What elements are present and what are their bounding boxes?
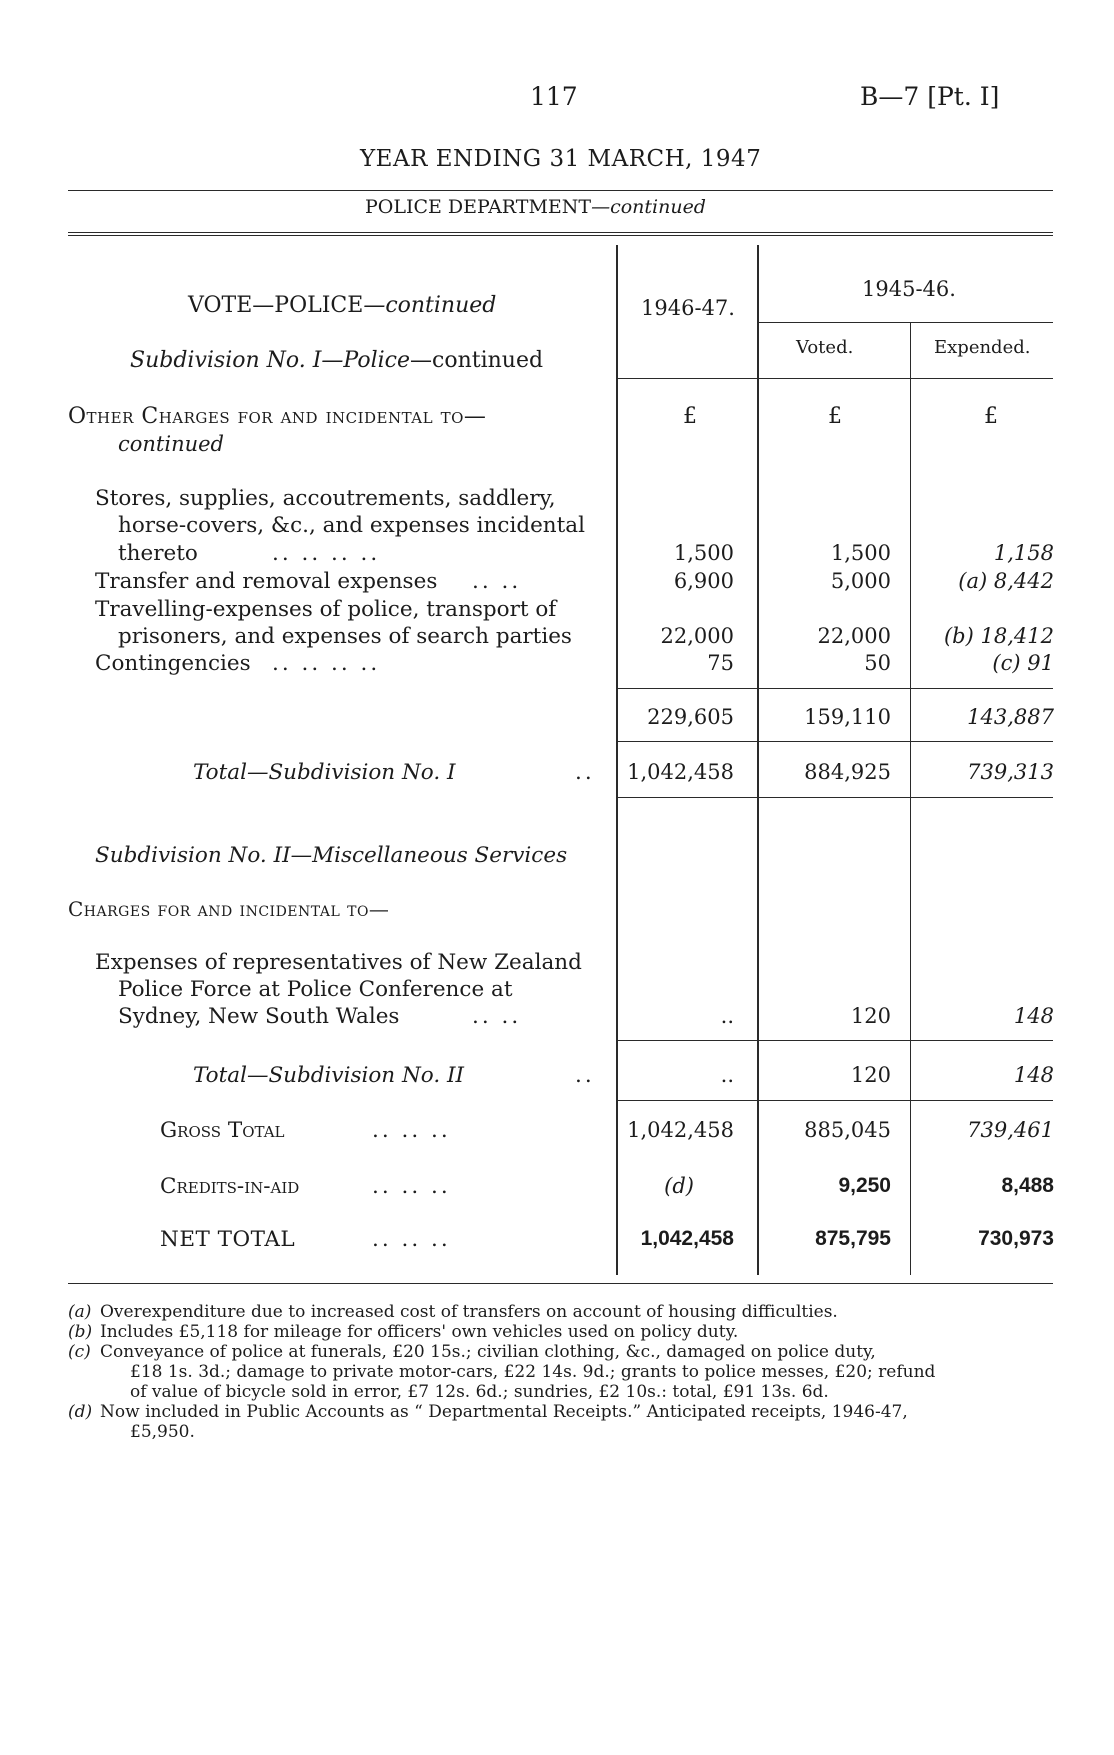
header-bottom-rule [616,378,1053,379]
row-transfer-line-1: Transfer and removal expenses [95,569,438,594]
footnote-a-mark: (a) [68,1302,92,1322]
title-rule [68,190,1053,191]
net-total-label: NET TOTAL [160,1227,296,1252]
subdivision-2-line-3: Sydney, New South Wales [118,1004,400,1029]
subdivision-2-heading: Subdivision No. II—Miscellaneous Services [95,843,568,868]
column-rule-right [910,322,911,1275]
row-travelling-line-2: prisoners, and expenses of search parties [118,624,572,649]
row-transfer-voted: 5,000 [830,569,891,593]
currency-expended: £ [984,404,998,429]
credits-in-aid-expended: 8,488 [1001,1174,1054,1197]
total-subdivision-1-label: Total—Subdivision No. I [193,760,456,785]
total-subdivision-1-expended: 739,313 [967,760,1054,784]
subdivision-label: Subdivision No. I—Police [130,348,410,373]
vote-suffix: —continued [363,293,497,318]
footnote-ref-a: (a) [958,569,988,593]
total-subdivision-1-rule [616,797,1053,798]
row-stores-expended: 1,158 [993,541,1054,565]
row-travelling-line-1: Travelling-expenses of police, transport of [95,597,557,622]
total-subdivision-2-label: Total—Subdivision No. II [193,1063,465,1088]
total-subdivision-2-expended: 148 [1013,1063,1054,1087]
credits-in-aid-1946-47: (d) [664,1174,694,1198]
row-travelling-voted: 22,000 [817,624,891,648]
gross-total-leader: .. .. .. [372,1118,451,1143]
department-suffix: —continued [591,196,706,218]
subtitle-rule-bottom [68,235,1053,236]
vote-heading [188,293,496,318]
gross-total-expended: 739,461 [967,1118,1054,1142]
subdivision-2-line-1: Expenses of representatives of New Zealand [95,950,582,975]
subdivision-2-voted: 120 [850,1004,891,1028]
subtotal-rule-top [616,688,1053,689]
header-split-rule [758,322,1053,323]
footnote-c-line-1: Conveyance of police at funerals, £20 15s.; civilian clothing, &c., damaged on police duty, [100,1342,876,1362]
row-stores-line-1: Stores, supplies, accoutrements, saddlery, [95,486,556,511]
row-contingencies-voted: 50 [864,651,891,675]
subtotal-voted: 159,110 [804,705,891,729]
subdivision-2-line-2: Police Force at Police Conference at [118,977,513,1002]
net-total-voted: 875,795 [815,1227,891,1250]
column-rule-left [616,245,618,1275]
subdivision-heading [130,348,543,373]
footnote-c-line-3: of value of bicycle sold in error, £7 12s. 6d.; sundries, £2 10s.: total, £91 13s. 6d. [130,1382,829,1402]
footnote-a-line-1: Overexpenditure due to increased cost of transfers on account of housing difficulties. [100,1302,838,1322]
subdivision-suffix: —continued [410,348,544,373]
total-subdivision-1-1946-47: 1,042,458 [627,760,734,784]
row-stores-leader: .. .. .. .. [272,541,381,566]
subdivision-2-leader: .. .. [472,1004,522,1029]
net-total-expended: 730,973 [978,1227,1054,1250]
gross-total-1946-47: 1,042,458 [627,1118,734,1142]
footnote-d-mark: (d) [68,1402,93,1422]
footnote-d-line-1: Now included in Public Accounts as “ Departmental Receipts.” Anticipated receipts, 1946-47, [100,1402,908,1422]
total-subdivision-2-voted: 120 [850,1063,891,1087]
credits-in-aid-leader: .. .. .. [372,1174,451,1199]
net-total-leader: .. .. .. [372,1227,451,1252]
row-contingencies-1946-47: 75 [707,651,734,675]
row-contingencies-leader: .. .. .. .. [272,651,381,676]
row-contingencies-line-1: Contingencies [95,651,251,676]
page-title: YEAR ENDING 31 MARCH, 1947 [360,146,762,172]
document-reference: B—7 [Pt. I] [860,82,1000,111]
column-header-1946-47: 1946-47. [641,296,735,320]
footnote-ref-b: (b) [943,624,974,648]
credits-in-aid-label: Credits-in-aid [160,1174,300,1199]
column-rule-middle [757,245,759,1275]
footnote-d-line-2: £5,950. [130,1422,195,1442]
row-travelling-1946-47: 22,000 [660,624,734,648]
total-subdivision-2-leader: .. [575,1063,595,1088]
footnote-c-line-2: £18 1s. 3d.; damage to private motor-cars, £22 14s. 9d.; grants to police messes, £20; refund [130,1362,936,1382]
row-travelling-expended [944,624,1054,648]
total-subdivision-1-voted: 884,925 [804,760,891,784]
total-subdivision-2-rule [616,1100,1053,1101]
currency-voted: £ [828,404,842,429]
other-charges-heading-continued: continued [118,432,225,456]
subdivision-2-expended: 148 [1013,1004,1054,1028]
row-stores-1946-47: 1,500 [673,541,734,565]
row-transfer-1946-47: 6,900 [673,569,734,593]
subtotal-1946-47: 229,605 [647,705,734,729]
currency-1946-47: £ [683,404,697,429]
department-subtitle [365,196,706,218]
row-contingencies-expended [992,651,1054,675]
row-transfer-expended-value: 8,442 [993,569,1054,593]
gross-total-label: Gross Total [160,1118,285,1143]
row-stores-line-2: horse-covers, &c., and expenses incidental [118,513,585,538]
column-header-expended: Expended. [934,337,1031,358]
row-transfer-expended [958,569,1054,593]
row-transfer-leader: .. .. [472,569,522,594]
footnote-ref-c: (c) [992,651,1021,675]
total-subdivision-2-1946-47: .. [720,1063,734,1087]
row-travelling-expended-value: 18,412 [980,624,1054,648]
column-header-voted: Voted. [796,337,854,358]
subdivision-2-charges-heading: Charges for and incidental to— [68,897,390,921]
row-contingencies-expended-value: 91 [1027,651,1054,675]
footnote-b-mark: (b) [68,1322,93,1342]
gross-total-voted: 885,045 [804,1118,891,1142]
net-total-1946-47: 1,042,458 [640,1227,734,1250]
credits-in-aid-voted: 9,250 [838,1174,891,1197]
footnote-b-line-1: Includes £5,118 for mileage for officers' own vehicles used on policy duty. [100,1322,739,1342]
subdivision-2-1946-47: .. [720,1004,734,1028]
table-bottom-rule [68,1283,1053,1284]
row-stores-voted: 1,500 [830,541,891,565]
department-name: POLICE DEPARTMENT [365,196,592,218]
footnote-c-mark: (c) [68,1342,91,1362]
page-number: 117 [530,82,578,111]
subdivision-2-rule [616,1040,1053,1041]
vote-label: VOTE—POLICE [188,293,364,318]
subtitle-rule-top [68,232,1053,233]
subtotal-expended: 143,887 [967,705,1054,729]
subtotal-rule-bottom [616,741,1053,742]
other-charges-heading: Other Charges for and incidental to— [68,404,487,429]
column-header-1945-46: 1945-46. [862,277,956,301]
row-stores-line-3: thereto [118,541,198,566]
total-subdivision-1-leader: .. [575,760,595,785]
